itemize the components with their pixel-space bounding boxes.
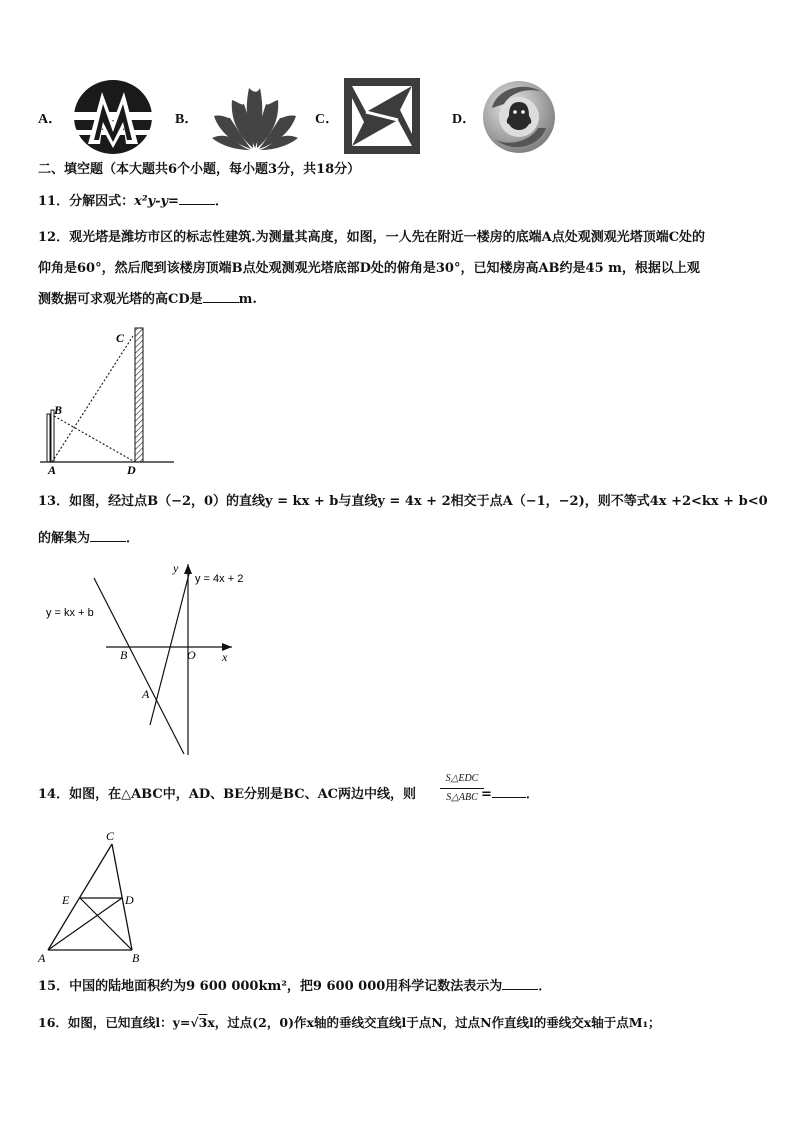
line-bd <box>54 416 135 462</box>
label-b: B <box>132 951 140 965</box>
label-line-4x-2: y = 4x + 2 <box>195 573 244 585</box>
q13-graph-figure <box>40 560 270 760</box>
label-d: D <box>127 463 136 477</box>
q15-answer-blank[interactable] <box>502 989 538 990</box>
label-c: C <box>116 331 125 345</box>
option-b-label: B． <box>175 112 199 127</box>
tower-cd <box>135 328 143 462</box>
option-c-label: C． <box>315 112 340 127</box>
q14-fraction <box>440 772 484 805</box>
q16-text-post: x，过点(2，0)作x轴的垂线交直线l于点N，过点N作直线l的垂线交x轴于点M₁； <box>207 1015 661 1030</box>
label-line-kx-b: y = kx + b <box>46 607 94 619</box>
q16-text-pre: 16．如图，已知直线l：y= <box>38 1015 191 1030</box>
median-ad <box>48 898 122 950</box>
q12-line-1: 12．观光塔是潍坊市区的标志性建筑.为测量其高度，如图，一人先在附近一楼房的底端A点处观测观光塔顶端C处的 <box>38 230 706 245</box>
option-a-label: A． <box>38 112 63 127</box>
metro-logo-icon <box>72 78 154 156</box>
q13-end: ． <box>126 531 140 546</box>
q11-answer-blank[interactable] <box>179 204 215 205</box>
geometric-logo-icon <box>344 78 420 154</box>
x-label: x <box>222 650 228 664</box>
q15-text: 15．中国的陆地面积约为9 600 000km²，把9 600 000用科学记数法表示为 <box>38 979 503 994</box>
label-a: A <box>142 687 150 701</box>
q11-end: ． <box>214 194 228 209</box>
q12-line-3-text: 测数据可求观光塔的高CD是 <box>38 292 203 307</box>
q13-line-2 <box>38 530 139 548</box>
question-16 <box>38 1014 661 1032</box>
q13-answer-blank[interactable] <box>90 541 126 542</box>
side-ac <box>48 844 112 950</box>
label-d: D <box>125 893 134 907</box>
q13-line-1: 13．如图，经过点B（−2，0）的直线y = kx + b与直线y = 4x + 2相交于点A（−1，−2)，则不等式4x +2<kx + b<0 <box>38 494 768 509</box>
q14-end: ． <box>525 787 539 802</box>
q13-line-2-text: 的解集为 <box>38 531 91 546</box>
label-e: E <box>62 893 70 907</box>
q14-answer-blank[interactable] <box>492 797 526 798</box>
q12-line-3 <box>38 291 257 309</box>
q14-triangle-figure <box>36 828 156 964</box>
q12-tower-figure <box>38 320 178 477</box>
section-heading: 二、填空题（本大题共6个小题，每小题3分，共18分） <box>38 162 361 177</box>
y-axis-arrow-icon <box>184 564 192 574</box>
q11-expression: x²y-y= <box>134 194 179 209</box>
fraction-numerator: S△EDC <box>445 773 479 784</box>
fraction-bar <box>440 788 484 789</box>
q16-sqrt-value: 3 <box>198 1015 208 1030</box>
huawei-logo-icon <box>208 82 302 152</box>
fraction-denominator: S△ABC <box>446 792 478 803</box>
label-b: B <box>54 403 63 417</box>
question-11 <box>38 193 228 211</box>
q14-equals: = <box>481 787 492 802</box>
label-b: B <box>120 648 128 662</box>
label-c: C <box>106 829 115 843</box>
y-label: y <box>173 561 179 575</box>
q15-end: ． <box>538 979 552 994</box>
sqrt-icon: √ <box>190 1015 199 1030</box>
question-15 <box>38 978 551 996</box>
line-kx-b <box>94 578 184 754</box>
line-ac <box>52 336 133 462</box>
label-a: A <box>38 951 46 965</box>
q14-tail <box>481 786 539 804</box>
qq-logo-icon <box>482 78 556 156</box>
q12-answer-blank[interactable] <box>203 302 239 303</box>
q14-line <box>38 786 416 804</box>
q14-text: 14．如图，在△ABC中，AD、BE分别是BC、AC两边中线，则 <box>38 787 417 802</box>
q11-prefix: 11．分解因式： <box>38 194 135 209</box>
q12-unit: m. <box>238 292 257 307</box>
label-o: O <box>187 648 196 662</box>
building-ab <box>51 410 54 462</box>
option-d-label: D． <box>452 112 477 127</box>
q12-line-2: 仰角是60°，然后爬到该楼房顶端B点处观测观光塔底部D处的俯角是30°，已知楼房高AB约是45 m，根据以上观 <box>38 261 700 276</box>
label-a: A <box>48 463 57 477</box>
